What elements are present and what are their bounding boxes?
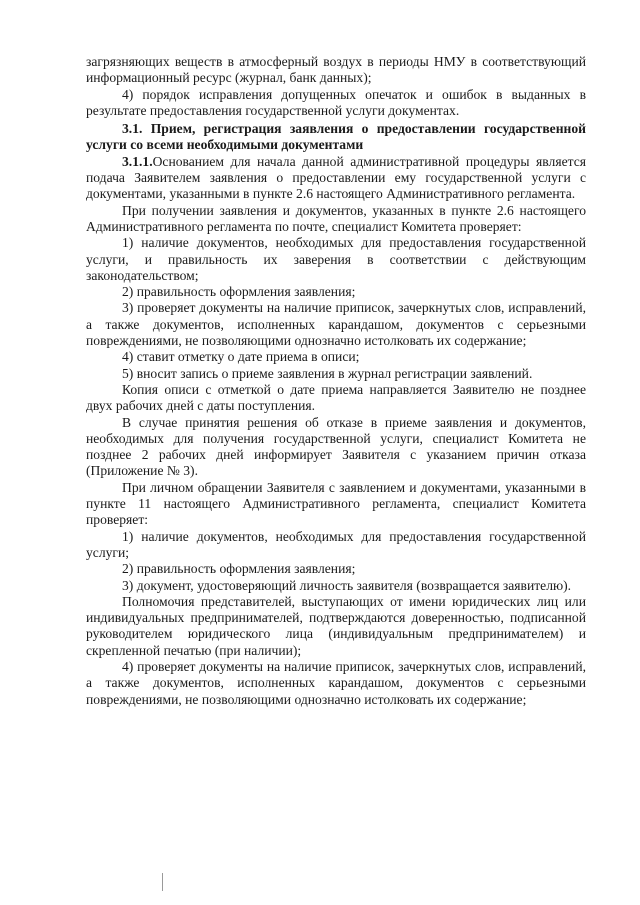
paragraph-3-1-1-text: Основанием для начала данной административной процедуры является подача Заявителем заявления о предоставлении ему государственной услуги с документами, указанными в пункте 2.6 настоящего Административного регламента. bbox=[86, 153, 586, 202]
list-item-personal-4: 4) проверяет документы на наличие приписок, зачеркнутых слов, исправлений, а также документов, исполненных карандашом, документов с серьезными повреждениями, не позволяющими однозначно истолковать их содержание; bbox=[86, 658, 586, 707]
paragraph-1: загрязняющих веществ в атмосферный воздух в периоды НМУ в соответствующий информационный ресурс (журнал, банк данных); bbox=[86, 54, 586, 86]
paragraph-17: Полномочия представителей, выступающих от имени юридических лиц или индивидуальных предпринимателей, подтверждаются доверенностью, подписанной руководителем юридического лица (индивидуальным предпринимателем) и скрепленной печатью (при наличии); bbox=[86, 593, 586, 658]
list-item-mail-3: 3) проверяет документы на наличие приписок, зачеркнутых слов, исправлений, а также документов, исполненных карандашом, документов с серьезными повреждениями, не позволяющими однозначно истолковать их содержание; bbox=[86, 300, 586, 349]
list-item-personal-3: 3) документ, удостоверяющий личность заявителя (возвращается заявителю). bbox=[122, 577, 572, 593]
scan-mark bbox=[162, 873, 163, 891]
section-heading-3-1: 3.1. Прием, регистрация заявления о предоставлении государственной услуги со всеми необходимыми документами bbox=[86, 121, 586, 153]
paragraph-2: 4) порядок исправления допущенных опечаток и ошибок в выданных в результате предоставления государственной услуги документах. bbox=[86, 86, 586, 118]
paragraph-13: При личном обращении Заявителя с заявлением и документами, указанными в пункте 11 настоящего Административного регламента, специалист Комитета проверяет: bbox=[86, 479, 586, 528]
list-item-mail-1: 1) наличие документов, необходимых для предоставления государственной услуги, и правильность их заверения в соответствии с действующим законодательством; bbox=[86, 235, 586, 283]
list-item-mail-5: 5) вносит запись о приеме заявления в журнал регистрации заявлений. bbox=[122, 365, 533, 381]
list-item-mail-2: 2) правильность оформления заявления; bbox=[122, 284, 356, 300]
paragraph-11: Копия описи с отметкой о дате приема направляется Заявителю не позднее двух рабочих дней с даты поступления. bbox=[86, 381, 586, 414]
document-page bbox=[86, 54, 586, 708]
list-item-personal-2: 2) правильность оформления заявления; bbox=[122, 561, 356, 577]
paragraph-12: В случае принятия решения об отказе в приеме заявления и документов, необходимых для получения государственной услуги, специалист Комитета не позднее 2 рабочих дней информирует Заявителя с указанием причин отказа (Приложение № 3). bbox=[86, 414, 586, 479]
paragraph-3-1-1 bbox=[86, 154, 586, 203]
subsection-number: 3.1.1. bbox=[122, 153, 153, 169]
list-item-mail-4: 4) ставит отметку о дате приема в описи; bbox=[122, 349, 360, 365]
list-item-personal-1: 1) наличие документов, необходимых для предоставления государственной услуги; bbox=[86, 528, 586, 560]
paragraph-5: При получении заявления и документов, указанных в пункте 2.6 настоящего Административного регламента по почте, специалист Комитета проверяет: bbox=[86, 202, 586, 234]
